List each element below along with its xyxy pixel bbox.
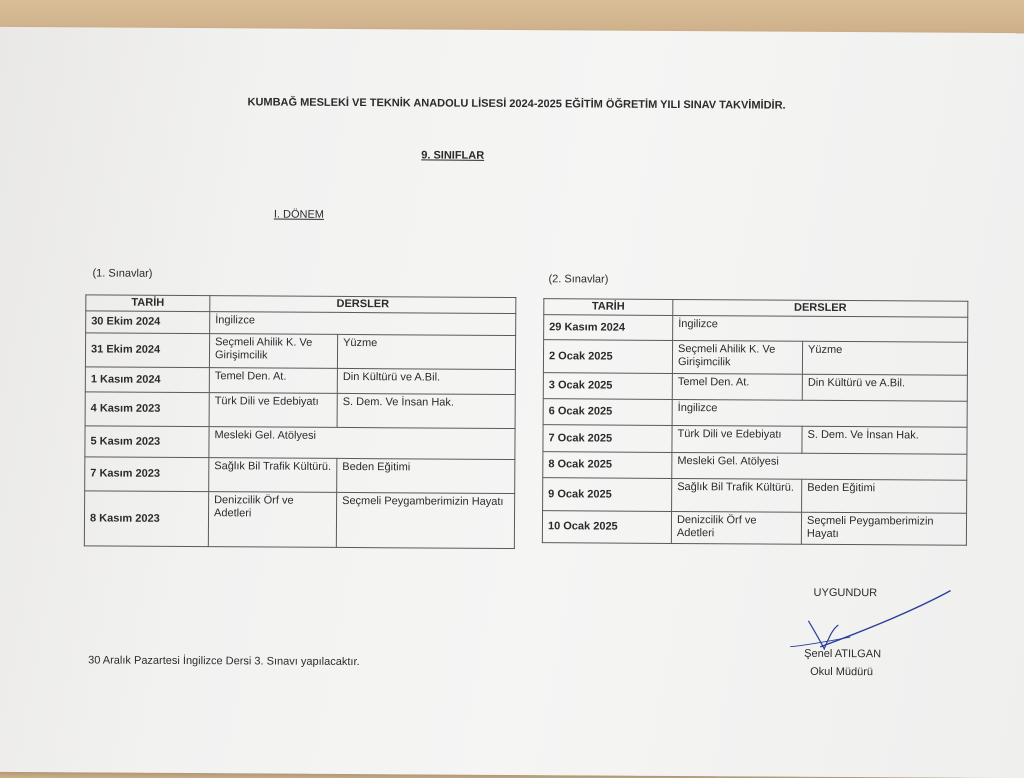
signer-title: Okul Müdürü	[810, 665, 874, 679]
exam1-row-date: 1 Kasım 2024	[85, 367, 209, 393]
exam1-row-course-2: Seçmeli Peygamberimizin Hayatı	[336, 492, 514, 548]
exam2-row-course-2: S. Dem. Ve İnsan Hak.	[802, 426, 967, 454]
exam2-row	[543, 425, 967, 455]
exam1-row-course-1: Denizcilik Örf ve Adetleri	[208, 492, 336, 548]
exam1-row-course-1: Temel Den. At.	[209, 368, 337, 394]
exam1-row	[84, 491, 514, 549]
exam2-row-course-1: Seçmeli Ahilik K. Ve Girişimcilik	[672, 340, 802, 374]
exam1-row-course-2: Din Kültürü ve A.Bil.	[337, 368, 515, 394]
exam1-row	[85, 367, 515, 395]
exam2-row-course-1: Sağlık Bil Trafik Kültürü.	[672, 478, 802, 512]
exam2-header-date: TARİH	[544, 299, 673, 316]
exam2-row	[543, 452, 967, 481]
exam1-row	[85, 392, 515, 429]
exam2-row-date: 2 Ocak 2025	[543, 340, 672, 374]
exam2-row-course-1: Mesleki Gel. Atölyesi	[672, 452, 967, 480]
exam1-row-date: 31 Ekim 2024	[85, 333, 209, 368]
exam1-row-course-2: Yüzme	[337, 334, 515, 369]
exam2-row	[543, 373, 967, 402]
exam2-row-course-2: Yüzme	[802, 341, 967, 375]
exam2-row-course-1: Temel Den. At.	[672, 373, 802, 400]
exam2-row-date: 3 Ocak 2025	[543, 373, 672, 400]
exam1-row-date: 5 Kasım 2023	[85, 426, 209, 458]
exam2-row-date: 10 Ocak 2025	[542, 511, 671, 544]
exam1-row-course-1: İngilizce	[210, 312, 516, 336]
exam1-row-date: 7 Kasım 2023	[85, 457, 209, 492]
exam2-row-course-1: İngilizce	[673, 315, 968, 342]
exam1-row-course-2: S. Dem. Ve İnsan Hak.	[337, 393, 515, 428]
exam2-row-date: 29 Kasım 2024	[544, 315, 673, 341]
exam2-row	[542, 511, 966, 546]
approval-text: UYGUNDUR	[813, 586, 878, 600]
exam2-row-date: 7 Ocak 2025	[543, 425, 672, 453]
exam2-row	[543, 340, 967, 376]
exam1-row-date: 30 Ekim 2024	[86, 311, 210, 334]
exam2-row-course-2: Din Kültürü ve A.Bil.	[802, 374, 967, 401]
exam2-row-date: 8 Ocak 2025	[543, 452, 672, 479]
exam2-row	[543, 478, 967, 514]
exam2-row-date: 6 Ocak 2025	[543, 399, 672, 426]
document-title: KUMBAĞ MESLEKİ VE TEKNİK ANADOLU LİSESİ 2024-2025 EĞİTİM ÖĞRETİM YILI SINAV TAKVİMİDİR.	[247, 96, 786, 112]
footer-note: 30 Aralık Pazartesi İngilizce Dersi 3. Sınavı yapılacaktır.	[88, 654, 360, 669]
exam1-row	[86, 311, 516, 336]
exam1-row-date: 4 Kasım 2023	[85, 392, 209, 427]
exam2-label: (2. Sınavlar)	[548, 273, 609, 286]
signer-name: Şenel ATILGAN	[804, 647, 882, 661]
exam2-row	[544, 315, 968, 343]
exam1-table	[84, 294, 517, 549]
exam-schedule-paper	[0, 27, 1024, 778]
exam2-row-course-2: Beden Eğitimi	[802, 479, 967, 513]
exam1-row-course-2: Beden Eğitimi	[337, 458, 515, 493]
exam1-label: (1. Sınavlar)	[92, 267, 153, 280]
term-heading: I. DÖNEM	[273, 208, 325, 221]
exam1-header-date: TARİH	[86, 295, 210, 312]
exam1-row	[85, 457, 515, 494]
exam2-row-course-1: Denizcilik Örf ve Adetleri	[671, 511, 801, 544]
exam2-row-course-1: İngilizce	[672, 399, 967, 427]
exam1-row-course-1: Sağlık Bil Trafik Kültürü.	[209, 458, 337, 493]
exam2-header-courses: DERSLER	[673, 299, 968, 317]
exam2-table	[542, 298, 968, 546]
exam1-row	[85, 426, 515, 460]
exam2-row-course-1: Türk Dili ve Edebiyatı	[672, 425, 802, 453]
exam1-row-course-1: Mesleki Gel. Atölyesi	[209, 427, 515, 460]
exam2-row	[543, 399, 967, 428]
exam1-row-course-1: Türk Dili ve Edebiyatı	[209, 393, 337, 428]
exam1-header-courses: DERSLER	[210, 296, 516, 314]
exam1-row	[85, 333, 515, 370]
exam1-row-course-1: Seçmeli Ahilik K. Ve Girişimcilik	[209, 334, 337, 369]
class-heading: 9. SINIFLAR	[421, 149, 485, 162]
exam1-row-date: 8 Kasım 2023	[84, 491, 208, 547]
exam2-row-course-2: Seçmeli Peygamberimizin Hayatı	[801, 512, 966, 545]
exam2-row-date: 9 Ocak 2025	[543, 478, 672, 512]
